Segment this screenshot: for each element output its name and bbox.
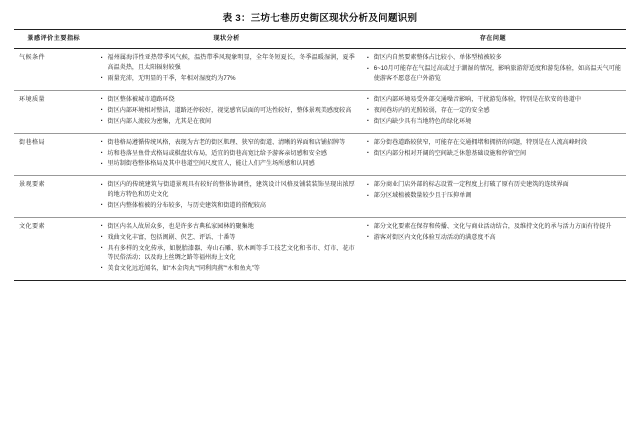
list-item: · 街区内部分相对开阔的空间缺乏休憩基础设施和停留空间 <box>365 149 621 158</box>
list-item: · 福州属海洋性亚热带季风气候，温热带季风现象明显，全年冬短夏长，冬季温暖湿润，夏季高温炎热，且太阳辐射较强 <box>99 53 355 72</box>
column-header-analysis: 现状分析 <box>213 35 240 42</box>
list-item: · 戏曲文化丰富，包括闽剧、伬艺、评话、十番等 <box>99 233 355 242</box>
row-analysis <box>94 133 360 176</box>
table-row <box>14 133 626 176</box>
table-row <box>14 49 626 90</box>
list-item: · 街区内部环境相对整洁，道路还停较好，视觉感官层面的可达性较好，整体景观美感度较高 <box>99 106 355 115</box>
list-item: · 街区内自然要素整体占比较小、单体型植被较多 <box>365 53 621 62</box>
page-title: 表 3：三坊七巷历史街区现状分析及问题识别 <box>222 13 418 24</box>
list-item: · 街区内部环境易受外部交通噪音影响，干扰游览体验，特别是在软安的巷道中 <box>365 95 621 104</box>
table-header <box>14 30 626 49</box>
list-item: · 6~10月可能存在气温过高或过于潮湿的情况，影响旅游舒适度和游览体验，如高温天气可能使游客不愿意在户外游览 <box>365 64 621 83</box>
column-header-indicator: 景感评价主要指标 <box>27 35 81 42</box>
row-category: 环境质量 <box>19 95 45 103</box>
table-row <box>14 90 626 133</box>
table-row <box>14 176 626 217</box>
list-item: · 具有多样的文化传承，如脱胎漆器、寿山石雕、软木画等手工技艺文化和书市、灯市、花市等民俗活动；以及海上丝绸之路等福州海上文化 <box>99 244 355 263</box>
list-item: · 里坊制街巷整体格局及其中巷道空间尺度宜人，能让人们产生场所感和认同感 <box>99 159 355 168</box>
row-category: 街巷格局 <box>19 138 45 146</box>
row-issues <box>360 217 626 280</box>
row-category: 气候条件 <box>19 54 45 62</box>
row-issues <box>360 176 626 217</box>
column-header-issues: 存在问题 <box>479 35 507 42</box>
table-body <box>14 49 626 280</box>
list-item: · 夜间巷坊内的光照较弱，存在一定的安全感 <box>365 106 621 115</box>
row-analysis <box>94 217 360 280</box>
list-item: · 街巷格局遵循传统风格，表现为古老的街区肌理、狭窄的街道、清晰的界面和店铺招牌等 <box>99 138 355 147</box>
row-category: 景观要素 <box>19 181 45 189</box>
row-issues <box>360 133 626 176</box>
status-analysis-table <box>14 29 626 281</box>
list-item: · 部分街巷道路较狭窄，可能存在交通拥堵和拥挤的问题，特别是在人流高峰时段 <box>365 138 621 147</box>
list-item: · 街区内缺少具有当地特色的绿化环境 <box>365 117 621 126</box>
row-analysis <box>94 90 360 133</box>
list-item: · 街区内名人故居众多，也是许多古典私家园林的聚集地 <box>99 222 355 231</box>
list-item: · 游客对街区内文化体验互动活动的满意度不高 <box>365 233 621 242</box>
list-item: · 雨量充沛，无明显的干季，年相对湿度约为77% <box>99 74 355 83</box>
list-item: · 坊和巷落呈鱼骨式格局或棋盘状布局，适宜的街巷高宽比给予游客亲切感和安全感 <box>99 149 355 158</box>
row-category: 文化要素 <box>19 222 45 230</box>
row-analysis <box>94 49 360 90</box>
list-item: · 街区内整体植被的分布较多，与历史建筑和街道的搭配较高 <box>99 201 355 210</box>
table-row <box>14 217 626 280</box>
list-item: · 部分文化要素在保存和传播、文化与商业活动结合，及维持文化的承与活力方面有待提升 <box>365 222 621 231</box>
list-item: · 部分区域植被数量较少且于压抑单调 <box>365 191 621 200</box>
row-analysis <box>94 176 360 217</box>
list-item: · 部分商业门店外部的标志设置一定程度上打破了原有历史建筑的连续界面 <box>365 180 621 189</box>
row-issues <box>360 90 626 133</box>
table-header-row <box>14 30 626 49</box>
list-item: · 街区内部人流较为密集，尤其是在夜间 <box>99 117 355 126</box>
list-item: · 街区整体被城市道路环绕 <box>99 95 355 104</box>
list-item: · 美食文化远近闻名，如“木金肉丸”“同利肉燕”“永和鱼丸”等 <box>99 264 355 273</box>
row-issues <box>360 49 626 90</box>
list-item: · 街区内的传统建筑与街道景观具有较好的整体协调性，建筑设计风格及铺装装饰呈现出浓厚的地方特色和历史文化 <box>99 180 355 199</box>
